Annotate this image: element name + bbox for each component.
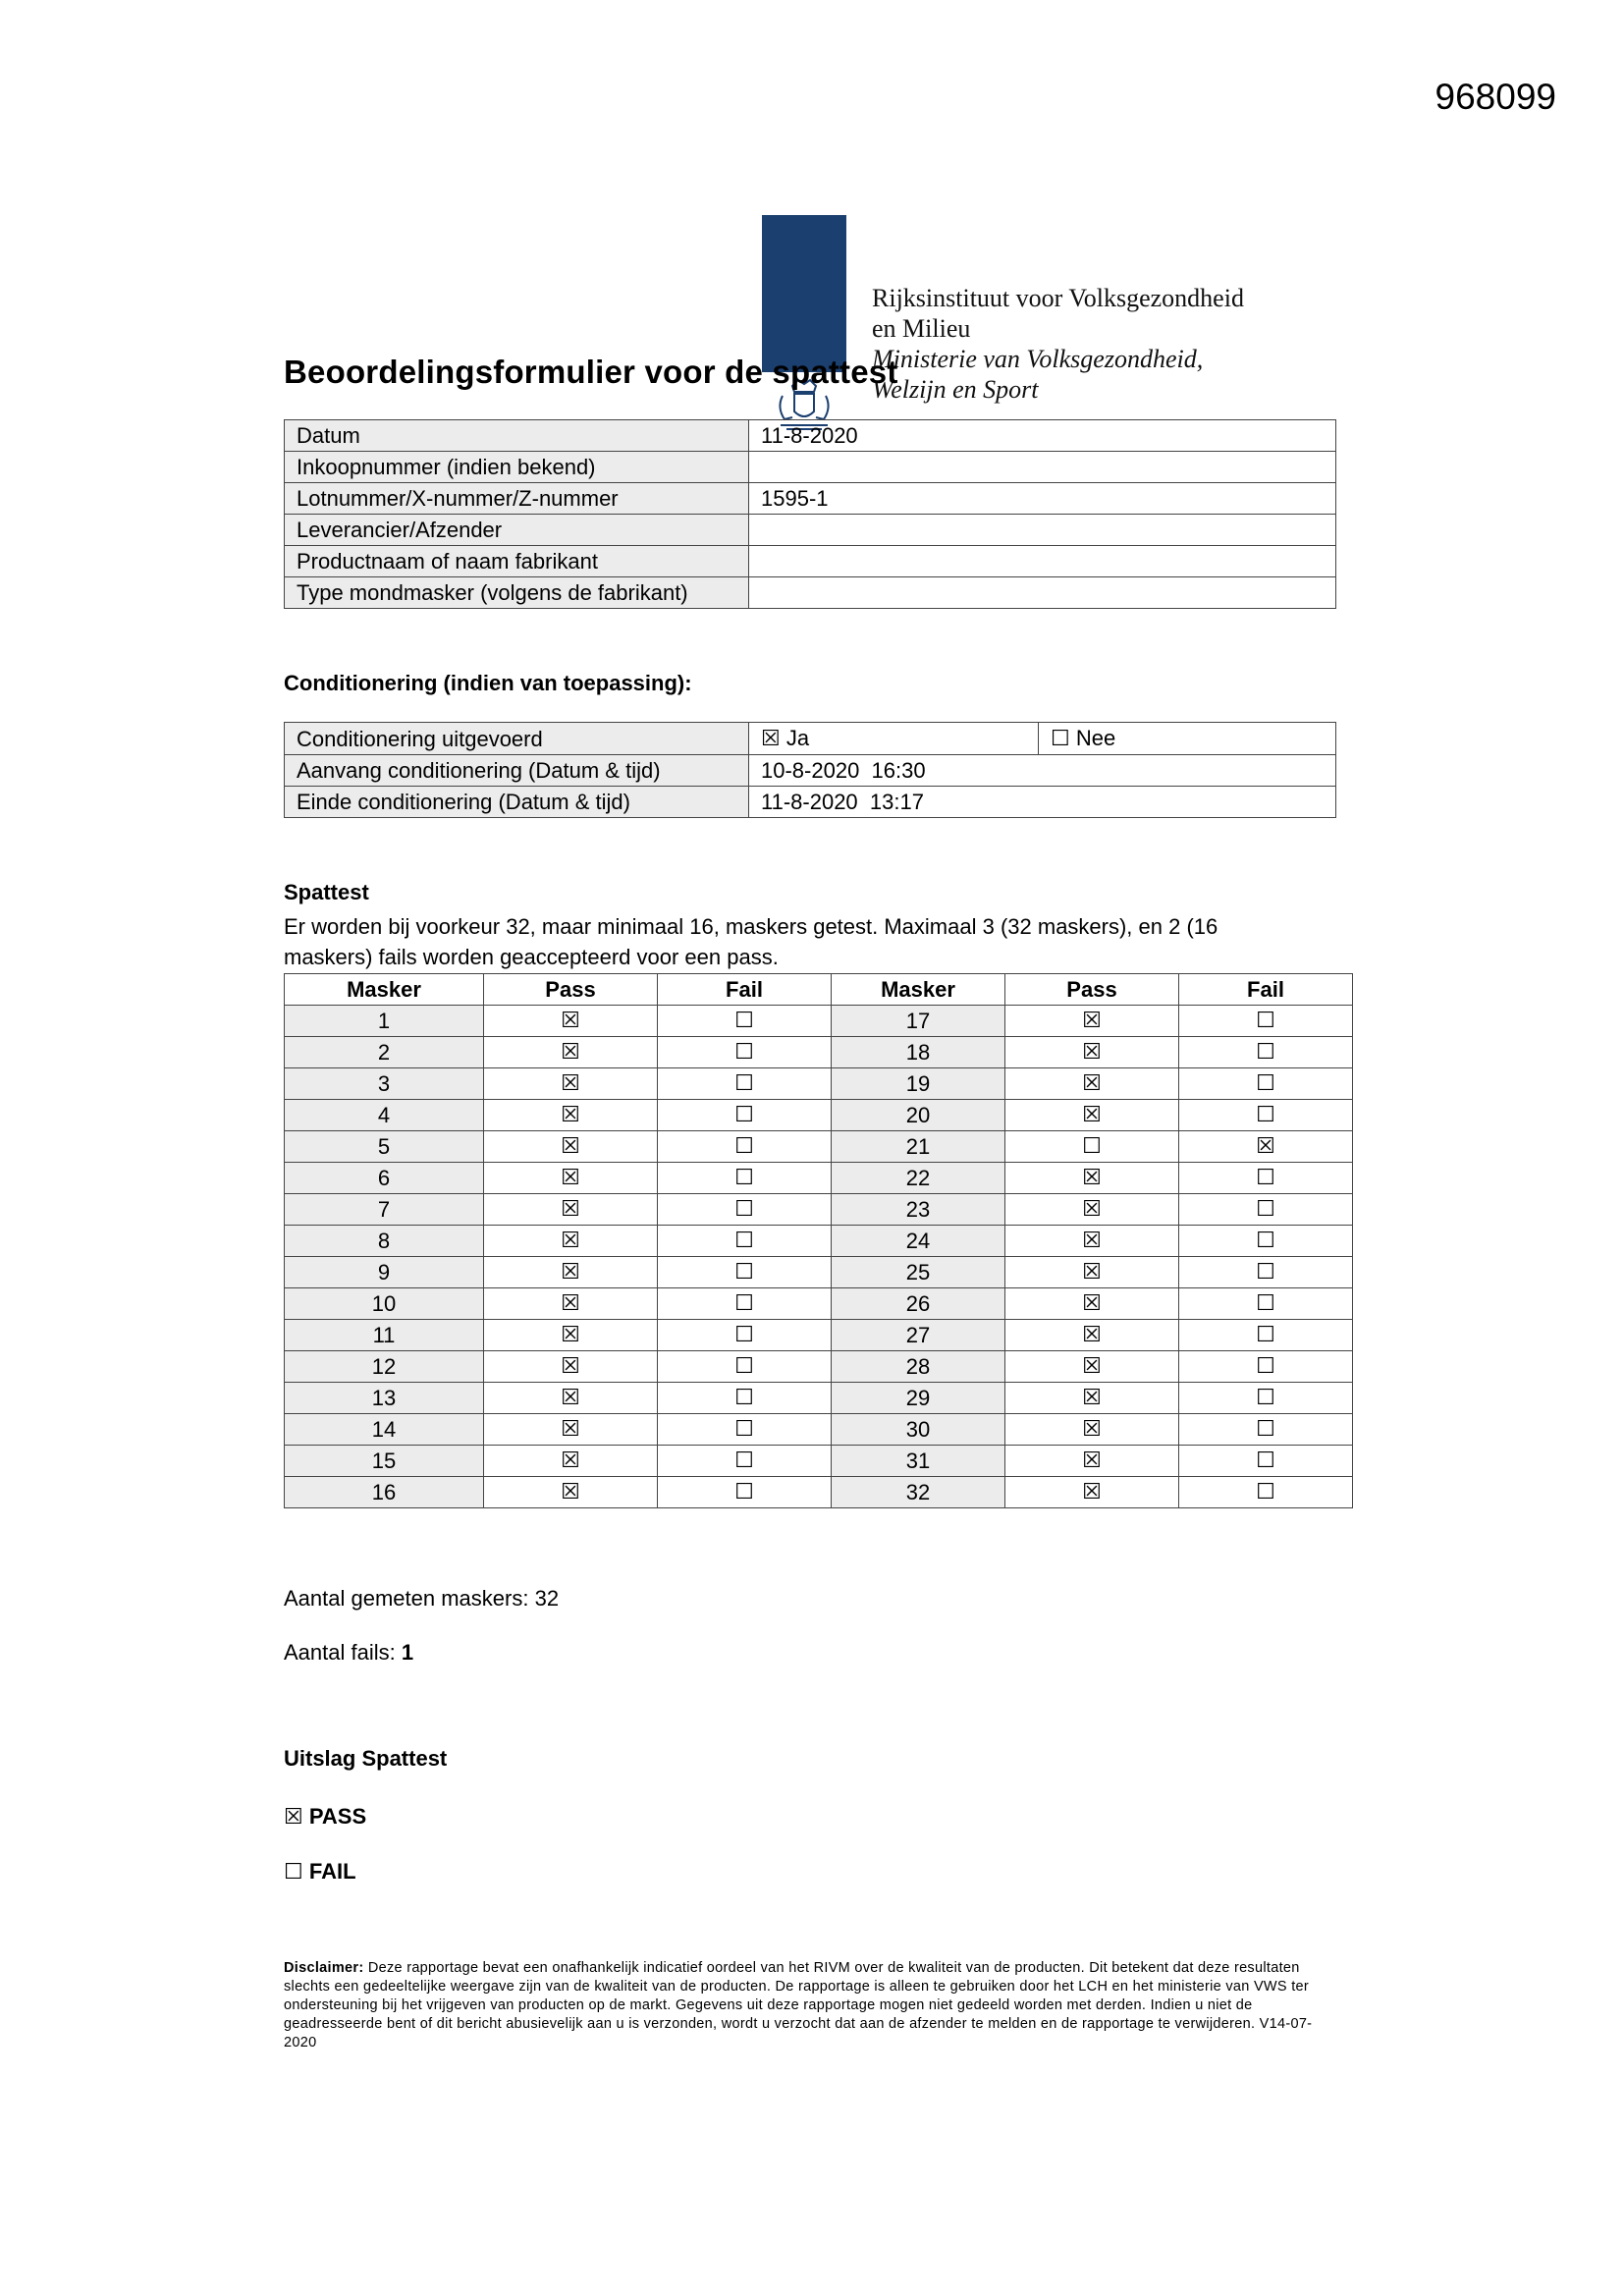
- mask-number: 9: [285, 1257, 484, 1288]
- pass-checkbox[interactable]: ☒: [1005, 1446, 1179, 1477]
- org-line-2: en Milieu: [872, 314, 971, 343]
- result-pass: [284, 1801, 366, 1832]
- table-row: [285, 1320, 1353, 1351]
- mask-number: 28: [832, 1351, 1005, 1383]
- fail-checkbox[interactable]: ☐: [658, 1131, 832, 1163]
- pass-checkbox[interactable]: ☒: [1005, 1320, 1179, 1351]
- header-fail: Fail: [658, 974, 832, 1006]
- pass-checkbox[interactable]: ☒: [1005, 1257, 1179, 1288]
- conditioning-row: [285, 755, 1336, 787]
- mask-number: 10: [285, 1288, 484, 1320]
- fail-checkbox[interactable]: ☐: [658, 1477, 832, 1508]
- pass-checkbox[interactable]: ☒: [484, 1006, 658, 1037]
- fail-checkbox[interactable]: ☐: [658, 1037, 832, 1068]
- mask-number: 4: [285, 1100, 484, 1131]
- mask-number: 29: [832, 1383, 1005, 1414]
- pass-checkbox[interactable]: ☒: [484, 1351, 658, 1383]
- mask-table-header: [285, 974, 1353, 1006]
- disclaimer-text: Deze rapportage bevat een onafhankelijk indicatief oordeel van het RIVM over de kwaliteit van de producten. Dit betekent dat deze resultaten slechts een gedeeltelijke weergave zijn van de kwaliteit van de producten. De rapportage is alleen te gebruiken door het LCH en het ministerie van VWS ter ondersteuning bij het vrijgeven van producten op de markt. Gegevens uit deze rapportage mogen niet gedeeld worden met derden. Indien u niet de geadresseerde bent of dit bericht abusievelijk aan u is verzonden, wordt u verzocht dat aan de afzender te melden en de rapportage te verwijderen. V14-07-2020: [284, 1960, 1313, 2050]
- table-row: [285, 1288, 1353, 1320]
- pass-checkbox[interactable]: ☒: [1005, 1383, 1179, 1414]
- table-row: [285, 1037, 1353, 1068]
- pass-checkbox[interactable]: ☒: [484, 1226, 658, 1257]
- header-pass: Pass: [484, 974, 658, 1006]
- conditioning-label: Aanvang conditionering (Datum & tijd): [285, 755, 749, 787]
- pass-checkbox[interactable]: ☒: [284, 1805, 303, 1830]
- fail-checkbox[interactable]: ☐: [658, 1320, 832, 1351]
- pass-checkbox[interactable]: ☒: [484, 1037, 658, 1068]
- fail-checkbox[interactable]: ☐: [1179, 1351, 1353, 1383]
- mask-number: 7: [285, 1194, 484, 1226]
- fail-checkbox[interactable]: ☐: [1179, 1100, 1353, 1131]
- pass-checkbox[interactable]: ☒: [484, 1414, 658, 1446]
- fail-checkbox[interactable]: ☐: [658, 1383, 832, 1414]
- mask-number: 2: [285, 1037, 484, 1068]
- info-value: 1595-1: [749, 483, 1336, 515]
- fail-checkbox[interactable]: ☐: [1179, 1446, 1353, 1477]
- pass-checkbox[interactable]: ☒: [484, 1288, 658, 1320]
- table-row: [285, 1383, 1353, 1414]
- fail-checkbox[interactable]: ☐: [658, 1226, 832, 1257]
- table-row: [285, 1477, 1353, 1508]
- spattest-desc-line-2: maskers) fails worden geaccepteerd voor een pass.: [284, 945, 779, 969]
- mask-number: 30: [832, 1414, 1005, 1446]
- fail-checkbox[interactable]: ☐: [658, 1100, 832, 1131]
- mask-number: 31: [832, 1446, 1005, 1477]
- info-value: [749, 515, 1336, 546]
- info-table: [284, 419, 1336, 609]
- no-checkbox[interactable]: ☐: [1051, 727, 1070, 751]
- fail-checkbox[interactable]: ☐: [1179, 1163, 1353, 1194]
- pass-checkbox[interactable]: ☒: [1005, 1163, 1179, 1194]
- fail-checkbox[interactable]: ☐: [658, 1288, 832, 1320]
- mask-number: 16: [285, 1477, 484, 1508]
- table-row: [285, 1068, 1353, 1100]
- info-label: Type mondmasker (volgens de fabrikant): [285, 577, 749, 609]
- mask-number: 20: [832, 1100, 1005, 1131]
- pass-checkbox[interactable]: ☒: [484, 1257, 658, 1288]
- info-label: Leverancier/Afzender: [285, 515, 749, 546]
- document-id: 968099: [1435, 77, 1556, 117]
- pass-checkbox[interactable]: ☐: [1005, 1131, 1179, 1163]
- conditioning-yes: [749, 723, 1039, 755]
- pass-checkbox[interactable]: ☒: [484, 1446, 658, 1477]
- org-line-1: Rijksinstituut voor Volksgezondheid: [872, 284, 1244, 312]
- pass-checkbox[interactable]: ☒: [1005, 1351, 1179, 1383]
- fail-checkbox[interactable]: ☐: [284, 1860, 303, 1885]
- info-value: [749, 546, 1336, 577]
- header-masker: Masker: [832, 974, 1005, 1006]
- fail-checkbox[interactable]: ☐: [658, 1163, 832, 1194]
- mask-number: 13: [285, 1383, 484, 1414]
- conditioning-heading: Conditionering (indien van toepassing):: [284, 671, 692, 695]
- mask-number: 18: [832, 1037, 1005, 1068]
- info-label: Productnaam of naam fabrikant: [285, 546, 749, 577]
- measured-count: [284, 1583, 559, 1613]
- pass-checkbox[interactable]: ☒: [1005, 1194, 1179, 1226]
- yes-label: Ja: [785, 726, 810, 750]
- no-label: Nee: [1075, 726, 1116, 750]
- pass-checkbox[interactable]: ☒: [484, 1320, 658, 1351]
- spattest-description: [284, 911, 1218, 972]
- table-row: [285, 1131, 1353, 1163]
- mask-number: 15: [285, 1446, 484, 1477]
- info-row: [285, 515, 1336, 546]
- table-row: [285, 1194, 1353, 1226]
- info-row: [285, 546, 1336, 577]
- conditioning-row: [285, 787, 1336, 818]
- fails-value: 1: [401, 1640, 414, 1665]
- pass-checkbox[interactable]: ☒: [1005, 1288, 1179, 1320]
- table-row: [285, 1006, 1353, 1037]
- fails-label: Aantal fails:: [284, 1640, 402, 1665]
- info-row: [285, 452, 1336, 483]
- fail-checkbox[interactable]: ☐: [658, 1414, 832, 1446]
- pass-checkbox[interactable]: ☒: [1005, 1068, 1179, 1100]
- mask-number: 14: [285, 1414, 484, 1446]
- conditioning-table: [284, 722, 1336, 818]
- mask-number: 32: [832, 1477, 1005, 1508]
- mask-number: 25: [832, 1257, 1005, 1288]
- conditioning-value: 10-8-2020 16:30: [749, 755, 1336, 787]
- page-title: Beoordelingsformulier voor de spattest: [284, 354, 898, 390]
- fails-count: [284, 1637, 413, 1667]
- pass-label: PASS: [308, 1804, 367, 1829]
- table-row: [285, 1163, 1353, 1194]
- fail-checkbox[interactable]: ☐: [658, 1068, 832, 1100]
- org-line-4: Welzijn en Sport: [872, 375, 1039, 404]
- fail-checkbox[interactable]: ☐: [658, 1006, 832, 1037]
- fail-checkbox[interactable]: ☐: [658, 1194, 832, 1226]
- result-fail: [284, 1856, 356, 1887]
- mask-number: 21: [832, 1131, 1005, 1163]
- mask-number: 27: [832, 1320, 1005, 1351]
- result-heading: Uitslag Spattest: [284, 1746, 448, 1771]
- info-value: [749, 577, 1336, 609]
- fail-checkbox[interactable]: ☐: [1179, 1257, 1353, 1288]
- mask-number: 19: [832, 1068, 1005, 1100]
- info-label: Lotnummer/X-nummer/Z-nummer: [285, 483, 749, 515]
- fail-checkbox[interactable]: ☒: [1179, 1131, 1353, 1163]
- pass-checkbox[interactable]: ☒: [1005, 1100, 1179, 1131]
- mask-number: 22: [832, 1163, 1005, 1194]
- fail-checkbox[interactable]: ☐: [1179, 1068, 1353, 1100]
- pass-checkbox[interactable]: ☒: [1005, 1226, 1179, 1257]
- pass-checkbox[interactable]: ☒: [484, 1131, 658, 1163]
- table-row: [285, 1226, 1353, 1257]
- pass-checkbox[interactable]: ☒: [484, 1163, 658, 1194]
- mask-number: 3: [285, 1068, 484, 1100]
- pass-checkbox[interactable]: ☒: [484, 1194, 658, 1226]
- info-value: 11-8-2020: [749, 420, 1336, 452]
- disclaimer: [284, 1959, 1339, 2052]
- spattest-desc-line-1: Er worden bij voorkeur 32, maar minimaal 16, maskers getest. Maximaal 3 (32 maskers), en 2 (16: [284, 914, 1218, 939]
- pass-checkbox[interactable]: ☒: [484, 1100, 658, 1131]
- fail-checkbox[interactable]: ☐: [1179, 1037, 1353, 1068]
- fail-checkbox[interactable]: ☐: [1179, 1383, 1353, 1414]
- yes-checkbox[interactable]: ☒: [761, 727, 781, 751]
- organization-name: [872, 283, 1244, 405]
- pass-checkbox[interactable]: ☒: [484, 1477, 658, 1508]
- mask-number: 11: [285, 1320, 484, 1351]
- pass-checkbox[interactable]: ☒: [1005, 1414, 1179, 1446]
- mask-number: 12: [285, 1351, 484, 1383]
- disclaimer-label: Disclaimer:: [284, 1960, 364, 1976]
- table-row: [285, 1446, 1353, 1477]
- mask-number: 5: [285, 1131, 484, 1163]
- pass-checkbox[interactable]: ☒: [1005, 1037, 1179, 1068]
- mask-number: 23: [832, 1194, 1005, 1226]
- fail-checkbox[interactable]: ☐: [658, 1351, 832, 1383]
- pass-checkbox[interactable]: ☒: [484, 1068, 658, 1100]
- fail-checkbox[interactable]: ☐: [1179, 1414, 1353, 1446]
- info-row: [285, 483, 1336, 515]
- fail-checkbox[interactable]: ☐: [658, 1257, 832, 1288]
- info-value: [749, 452, 1336, 483]
- info-row: [285, 577, 1336, 609]
- header-pass: Pass: [1005, 974, 1179, 1006]
- mask-number: 1: [285, 1006, 484, 1037]
- fail-checkbox[interactable]: ☐: [658, 1446, 832, 1477]
- fail-label: FAIL: [308, 1859, 356, 1884]
- measured-value: 32: [534, 1586, 560, 1611]
- conditioning-no: [1039, 723, 1336, 755]
- org-line-3: Ministerie van Volksgezondheid,: [872, 345, 1204, 373]
- conditioning-label: Conditionering uitgevoerd: [285, 723, 749, 755]
- pass-checkbox[interactable]: ☒: [1005, 1006, 1179, 1037]
- pass-checkbox[interactable]: ☒: [1005, 1477, 1179, 1508]
- fail-checkbox[interactable]: ☐: [1179, 1320, 1353, 1351]
- table-row: [285, 1351, 1353, 1383]
- logo-bar: [762, 215, 846, 372]
- mask-number: 17: [832, 1006, 1005, 1037]
- fail-checkbox[interactable]: ☐: [1179, 1477, 1353, 1508]
- table-row: [285, 1257, 1353, 1288]
- table-row: [285, 1414, 1353, 1446]
- spattest-heading: Spattest: [284, 880, 369, 904]
- fail-checkbox[interactable]: ☐: [1179, 1288, 1353, 1320]
- table-row: [285, 1100, 1353, 1131]
- fail-checkbox[interactable]: ☐: [1179, 1194, 1353, 1226]
- pass-checkbox[interactable]: ☒: [484, 1383, 658, 1414]
- mask-number: 24: [832, 1226, 1005, 1257]
- conditioning-value: 11-8-2020 13:17: [749, 787, 1336, 818]
- mask-number: 26: [832, 1288, 1005, 1320]
- measured-label: Aantal gemeten maskers:: [284, 1586, 535, 1611]
- info-label: Inkoopnummer (indien bekend): [285, 452, 749, 483]
- header-fail: Fail: [1179, 974, 1353, 1006]
- conditioning-row: [285, 723, 1336, 755]
- mask-number: 8: [285, 1226, 484, 1257]
- info-row: [285, 420, 1336, 452]
- info-label: Datum: [285, 420, 749, 452]
- conditioning-label: Einde conditionering (Datum & tijd): [285, 787, 749, 818]
- mask-results-table: [284, 973, 1353, 1508]
- mask-number: 6: [285, 1163, 484, 1194]
- header-masker: Masker: [285, 974, 484, 1006]
- fail-checkbox[interactable]: ☐: [1179, 1006, 1353, 1037]
- fail-checkbox[interactable]: ☐: [1179, 1226, 1353, 1257]
